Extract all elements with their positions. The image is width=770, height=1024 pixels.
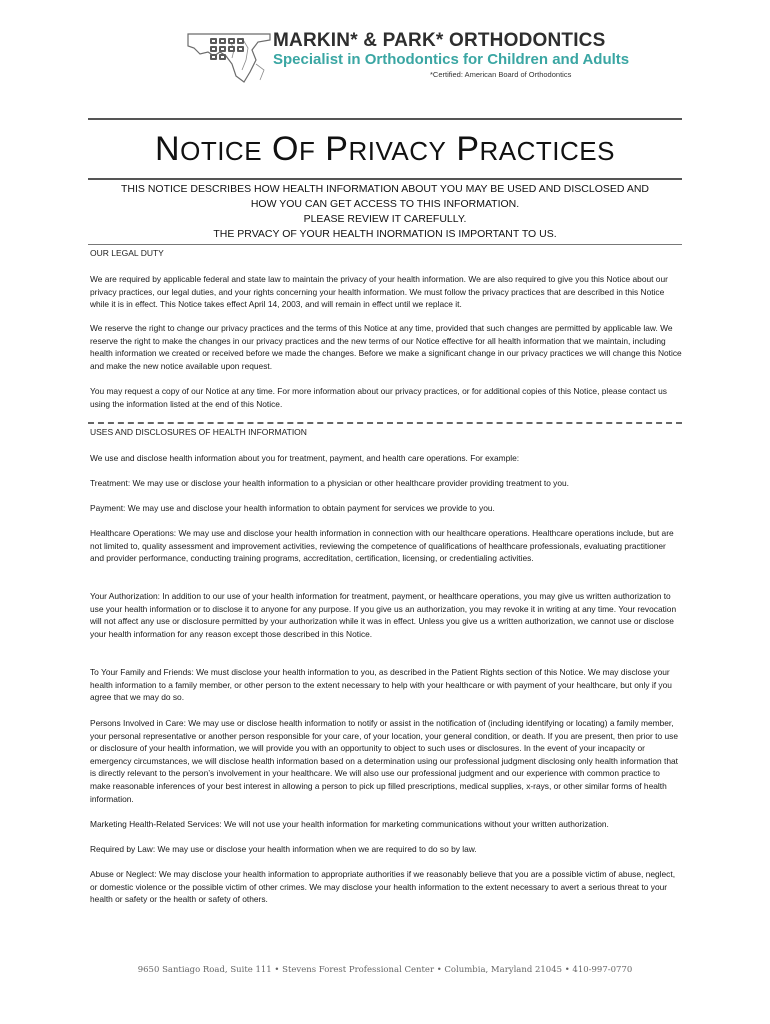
- paragraph: Your Authorization: In addition to our use of your health information for treatment, payment, or healthcare operations, you may give us written authorization to use your health information or to disclose it to anyone for any purpose. If you give us an authorization, you may revoke it in writing at any time. Your revocation will not affect any use or disclosure permitted by your authorization while it was in effect. Unless you give us a written authorization, we cannot use or disclose your health information for any reason except those described in this Notice.: [90, 591, 677, 639]
- paragraph: To Your Family and Friends: We must disclose your health information to you, as described in the Patient Rights section of this Notice. We may disclose your health information to a family member, or other person to the extent necessary to help with your healthcare or with payment of your healthcare, but only if you agree that we may do so.: [90, 667, 672, 703]
- document-title-text: NOTICE OF PRIVACY PRACTICES: [155, 130, 615, 168]
- notice-intro: [88, 182, 682, 242]
- practice-logo: [186, 30, 271, 85]
- maryland-map-icon: [186, 30, 271, 85]
- section-divider: [88, 422, 682, 424]
- paragraph: Payment: We may use and disclose your health information to obtain payment for services we provide to you.: [90, 503, 495, 513]
- paragraph: Required by Law: We may use or disclose your health information when we are required to do so by law.: [90, 844, 477, 854]
- paragraph: We are required by applicable federal and state law to maintain the privacy of your health information. We are also required to give you this Notice about our privacy practices, our legal duties, and your rights concerning your health information. We must follow the privacy practices that are described in this Notice while it is in effect. This Notice takes effect April 14, 2003, and will remain in effect until we replace it.: [90, 274, 668, 310]
- title-divider: [88, 178, 682, 180]
- intro-line: THE PRVACY OF YOUR HEALTH INORMATION IS IMPORTANT TO US.: [213, 228, 557, 240]
- practice-address-footer: 9650 Santiago Road, Suite 111 • Stevens Forest Professional Center • Columbia, Maryland 21045 • 410-997-0770: [137, 965, 633, 975]
- intro-divider: [88, 244, 682, 245]
- intro-line: PLEASE REVIEW IT CAREFULLY.: [303, 213, 467, 225]
- paragraph: Abuse or Neglect: We may disclose your health information to appropriate authorities if we reasonably believe that you are a possible victim of abuse, neglect, or domestic violence or the possible victim of other crimes. We may disclose your health information to the extent necessary to avert a serious threat to your health or safety or the health or safety of others.: [90, 869, 676, 905]
- document-title: [88, 130, 682, 169]
- paragraph: We reserve the right to change our privacy practices and the terms of this Notice at any time, provided that such changes are permitted by applicable law. We reserve the right to make the changes in our privacy practices and the new terms of our Notice effective for all health information that we maintain, including health information we created or received before we made the changes. Before we make a significant change in our privacy practices we will change this Notice and make the new notice available upon request.: [90, 323, 682, 371]
- section-heading-uses: USES AND DISCLOSURES OF HEALTH INFORMATION: [90, 427, 307, 437]
- paragraph: Marketing Health-Related Services: We will not use your health information for marketing communications without your written authorization.: [90, 819, 609, 829]
- practice-name: MARKIN* & PARK* ORTHODONTICS: [273, 30, 606, 51]
- paragraph: Healthcare Operations: We may use and disclose your health information in connection with our healthcare operations. Healthcare operations include, but are not limited to, quality assessment and improvement activities, reviewing the competence of qualifications of healthcare professionals, evaluating practitioner and provider performance, conducting training programs, accreditation, certification, licensing, or credentialing activities.: [90, 528, 674, 564]
- header-divider: [88, 118, 682, 120]
- paragraph: We use and disclose health information about you for treatment, payment, and health care operations. For example:: [90, 453, 520, 463]
- paragraph: Persons Involved in Care: We may use or disclose health information to notify or assist in the notification of (including identifying or locating) a family member, your personal representative or another person responsible for your care, of your location, your general condition, or death. If you are present, then prior to use or disclosure of your health information, we will provide you with an opportunity to object to such uses or disclosures. In the event of your incapacity or emergency circumstances, we will disclose health information based on a determination using our professional judgment disclosing only health information that is directly relevant to the person’s involvement in your healthcare. We will also use our professional judgment and our experience with common practice to make reasonable inferences of your best interest in allowing a person to pick up filled prescriptions, medical supplies, x-rays, or other similar forms of health information.: [90, 718, 678, 804]
- intro-line: THIS NOTICE DESCRIBES HOW HEALTH INFORMATION ABOUT YOU MAY BE USED AND DISCLOSED AND: [120, 183, 649, 195]
- paragraph: You may request a copy of our Notice at any time. For more information about our privacy practices, or for additional copies of this Notice, please contact us using the information listed at the end of this Notice.: [90, 386, 667, 409]
- section-heading-legal-duty: OUR LEGAL DUTY: [90, 248, 164, 258]
- intro-line: HOW YOU CAN GET ACCESS TO THIS INFORMATION.: [250, 198, 520, 210]
- certification-note: *Certified: American Board of Orthodontics: [430, 70, 572, 79]
- paragraph: Treatment: We may use or disclose your health information to a physician or other healthcare provider providing treatment to you.: [90, 478, 570, 488]
- practice-tagline: Specialist in Orthodontics for Children and Adults: [273, 51, 630, 68]
